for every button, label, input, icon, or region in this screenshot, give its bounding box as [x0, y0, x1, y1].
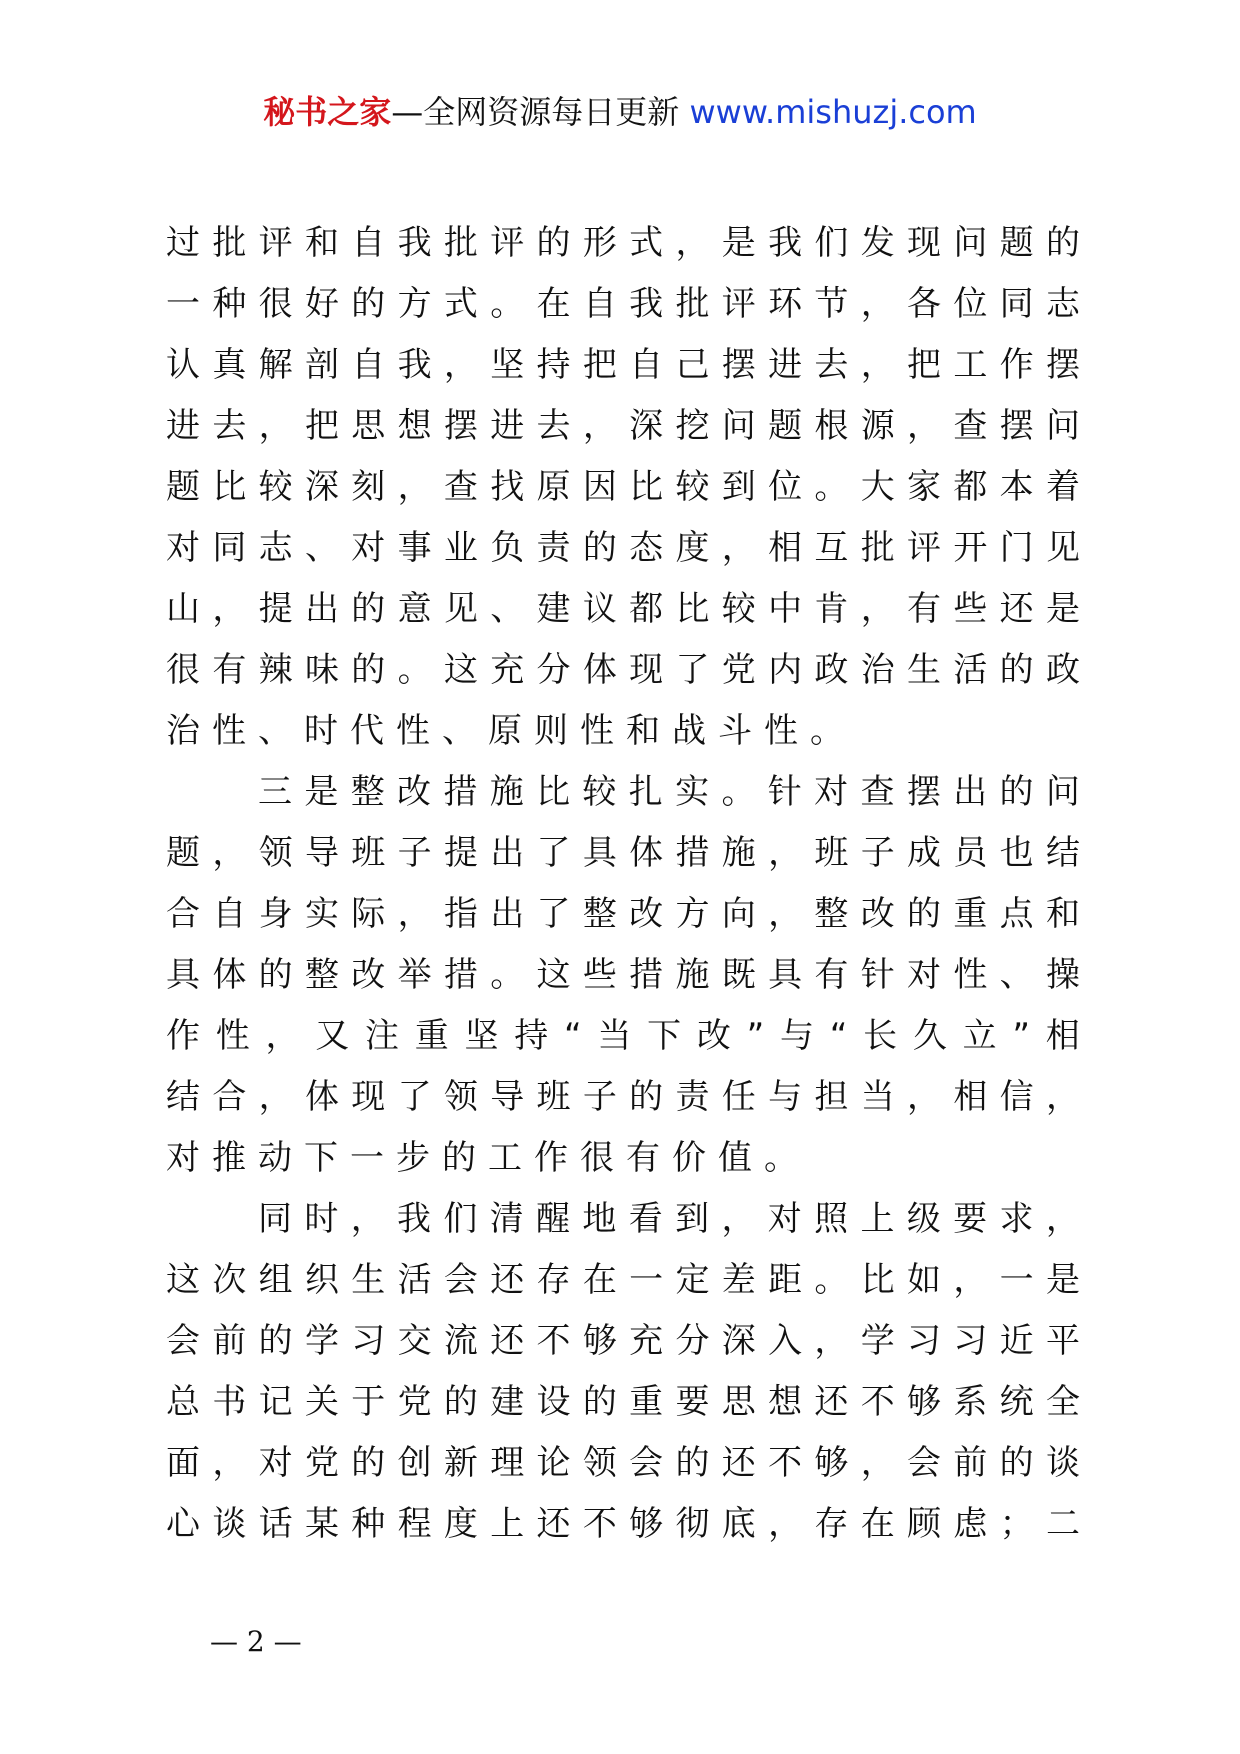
site-header	[0, 92, 1240, 132]
text-line: 认 真 解 剖 自 我 ， 坚 持 把 自 己 摆 进 去 ， 把 工 作 摆	[166, 345, 1080, 385]
text-line: 一 种 很 好 的 方 式 。 在 自 我 批 评 环 节 ， 各 位 同 志	[166, 284, 1080, 324]
text-line: 总 书 记 关 于 党 的 建 设 的 重 要 思 想 还 不 够 系 统 全	[166, 1382, 1080, 1422]
text-line: 对 同 志 、 对 事 业 负 责 的 态 度 ， 相 互 批 评 开 门 见	[166, 528, 1080, 568]
text-line: 题 ， 领 导 班 子 提 出 了 具 体 措 施 ， 班 子 成 员 也 结	[166, 833, 1080, 873]
document-body	[166, 223, 1080, 1565]
brand-name: 秘书之家	[263, 93, 392, 131]
text-line: 面 ， 对 党 的 创 新 理 论 领 会 的 还 不 够 ， 会 前 的 谈	[166, 1443, 1080, 1483]
site-url-link[interactable]: www.mishuzj.com	[689, 93, 977, 131]
text-line: 会 前 的 学 习 交 流 还 不 够 充 分 深 入 ， 学 习 习 近 平	[166, 1321, 1080, 1361]
header-tagline: —全网资源每日更新	[391, 93, 680, 131]
text-line: 具 体 的 整 改 举 措 。 这 些 措 施 既 具 有 针 对 性 、 操	[166, 955, 1080, 995]
text-line: 山 ， 提 出 的 意 见 、 建 议 都 比 较 中 肯 ， 有 些 还 是	[166, 589, 1080, 629]
page-number: — 2 —	[210, 1625, 302, 1658]
text-line: 治性、时代性、原则性和战斗性。	[166, 711, 856, 751]
text-line: 结 合 ， 体 现 了 领 导 班 子 的 责 任 与 担 当 ， 相 信 ，	[166, 1077, 1080, 1117]
text-line: 作 性 ， 又 注 重 坚 持 “ 当 下 改 ” 与 “ 长 久 立 ” 相	[166, 1016, 1080, 1056]
text-line: 进 去 ， 把 思 想 摆 进 去 ， 深 挖 问 题 根 源 ， 查 摆 问	[166, 406, 1080, 446]
text-line: 心 谈 话 某 种 程 度 上 还 不 够 彻 底 ， 存 在 顾 虑 ； 二	[166, 1504, 1080, 1544]
text-line: 很 有 辣 味 的 。 这 充 分 体 现 了 党 内 政 治 生 活 的 政	[166, 650, 1080, 690]
text-line: 对推动下一步的工作很有价值。	[166, 1138, 810, 1178]
text-line: 过 批 评 和 自 我 批 评 的 形 式 ， 是 我 们 发 现 问 题 的	[166, 223, 1080, 263]
text-line: 同 时 ， 我 们 清 醒 地 看 到 ， 对 照 上 级 要 求 ，	[258, 1199, 1080, 1239]
text-line: 合 自 身 实 际 ， 指 出 了 整 改 方 向 ， 整 改 的 重 点 和	[166, 894, 1080, 934]
text-line: 三 是 整 改 措 施 比 较 扎 实 。 针 对 查 摆 出 的 问	[258, 772, 1080, 812]
text-line: 题 比 较 深 刻 ， 查 找 原 因 比 较 到 位 。 大 家 都 本 着	[166, 467, 1080, 507]
text-line: 这 次 组 织 生 活 会 还 存 在 一 定 差 距 。 比 如 ， 一 是	[166, 1260, 1080, 1300]
